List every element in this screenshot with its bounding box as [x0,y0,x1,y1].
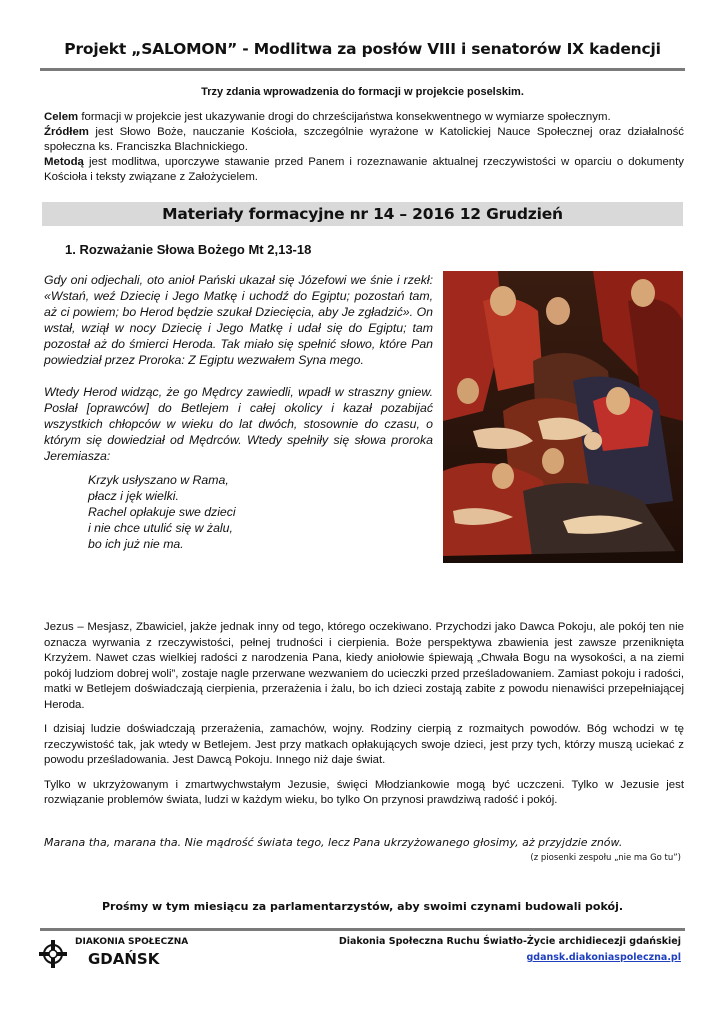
intro-item-method [44,155,684,185]
section-title: Materiały formacyjne nr 14 – 2016 12 Grudzień [162,205,563,223]
header-divider [40,68,685,71]
scripture-subheading: 1. Rozważanie Słowa Bożego Mt 2,13-18 [65,242,312,257]
logo-text-bottom: GDAŃSK [88,950,160,968]
massacre-of-innocents-painting [443,271,683,563]
scripture-paragraph: Wtedy Herod widząc, że go Mędrcy zawiedli, wpadł w straszny gniew. Posłał [oprawców] do Betlejem i całej okolicy i kazał pozabijać wszystkich chłopców w wieku do lat dwóch, stosownie do czasu, o którym się dowiedział od Mędrców. Wtedy spełniły się słowa proroka Jeremiasza: [44,385,433,463]
reflection-text [44,620,684,818]
intro-text: formacji w projekcie jest ukazywanie drogi do chrześcijaństwa konsekwentnego w wymiarze społecznym. [78,111,611,123]
prayer-intention: Prośmy w tym miesiącu za parlamentarzystów, aby swoimi czynami budowali pokój. [101,900,624,913]
reflection-paragraph: I dzisiaj ludzie doświadczają przerażenia, zamachów, wojny. Rodziny cierpią z rozmaitych powodów. Bóg wchodzi w tę rzeczywistość tak, jak wtedy w Betlejem. Jest przy matkach opłakujących swoje dzieci, jest przy tych, którzy muszą uciekać z powodu prześladowania. Jest Dawcą Pokoju. Innego niż daje świat. [44,723,684,766]
intro-text: jest modlitwa, uporczywe stawanie przed Panem i rozeznawanie aktualnej rzeczywistości w oparciu o dokumenty Kościoła i teksty związane z Założycielem. [44,156,684,183]
scripture-paragraph: Gdy oni odjechali, oto anioł Pański ukazał się Józefowi we śnie i rzekł: «Wstań, weź Dziecię i Jego Matkę i uchodź do Egiptu; pozostań tam, aż ci powiem; bo Herod będzie szukał Dziecięcia, aby Je zgładzić». On wstał, wziął w nocy Dziecię i Jego Matkę i udał się do Egiptu; tam pozostał aż do śmierci Heroda. Tak miało się spełnić słowo, które Pan powiedział przez Proroka: Z Egiptu wezwałem Syna mego. [44,273,433,367]
scripture-text [44,272,433,464]
song-quote-source: (z piosenki zespołu „nie ma Go tu”) [530,853,681,863]
poem-line: bo ich już nie ma. [88,537,184,551]
intro-item-source [44,125,684,155]
intro-title: Trzy zdania wprowadzenia do formacji w projekcie poselskim. [201,86,524,98]
song-quote: Marana tha, marana tha. Nie mądrość świata tego, lecz Pana ukrzyżowanego głosimy, aż przyjdzie znów. [44,836,623,849]
intro-block [44,110,684,185]
poem-line: płacz i jęk wielki. [88,489,179,503]
footer-website-link[interactable]: gdansk.diakoniaspoleczna.pl [526,952,681,963]
page-header-title: Projekt „SALOMON” - Modlitwa za posłów VIII i senatorów IX kadencji [64,40,661,58]
intro-term: Celem [44,111,79,123]
reflection-paragraph: Jezus – Mesjasz, Zbawiciel, jakże jednak inny od tego, którego oczekiwano. Przychodzi jako Dawca Pokoju, ale pokój ten nie oznacza wyrwania z rzeczywistości, pełnej trudności i cierpienia. Boże perspektywa zbawienia jest zawsze przeniknięta Krzyżem. Nawet czas wielkiej radości z narodzenia Pana, kiedy aniołowie śpiewają „Chwała Bogu na wysokości, a na ziemi pokój ludziom dobrej woli”, zostaje nagle przerwane wezwaniem do ucieczki przed prześladowaniem. Zamiast pokoju i radości, matki w Betlejem doświadczają cierpienia, przerażenia i żalu, bo ich dzieci zostają zabite z powodu nienawiści przepełniającej Heroda. [44,621,684,711]
intro-term: Metodą [44,156,84,168]
poem-line: i nie chce utulić się w żalu, [88,521,233,535]
footer-divider [40,928,685,931]
footer-organization: Diakonia Społeczna Ruchu Światło-Życie archidiecezji gdańskiej [338,936,681,947]
prophecy-poem [88,472,348,552]
intro-text: jest Słowo Boże, nauczanie Kościoła, szczególnie wyrażone w Katolickiej Nauce Społecznej oraz działalność społeczna ks. Franciszka Blachnickiego. [44,126,684,153]
logo-text-top: DIAKONIA SPOŁECZNA [75,937,189,947]
intro-item-goal [44,110,684,125]
intro-term: Źródłem [44,126,89,138]
poem-line: Krzyk usłyszano w Rama, [88,473,229,487]
diakonia-cross-icon [38,939,68,969]
poem-line: Rachel opłakuje swe dzieci [88,505,236,519]
reflection-paragraph: Tylko w ukrzyżowanym i zmartwychwstałym Jezusie, święci Młodziankowie mogą być uczczeni. Tylko w Jezusie jest rozwiązanie problemów świata, ludzi w każdym wieku, bo tylko On przynosi prawdziwą radość i pokój. [44,778,684,806]
